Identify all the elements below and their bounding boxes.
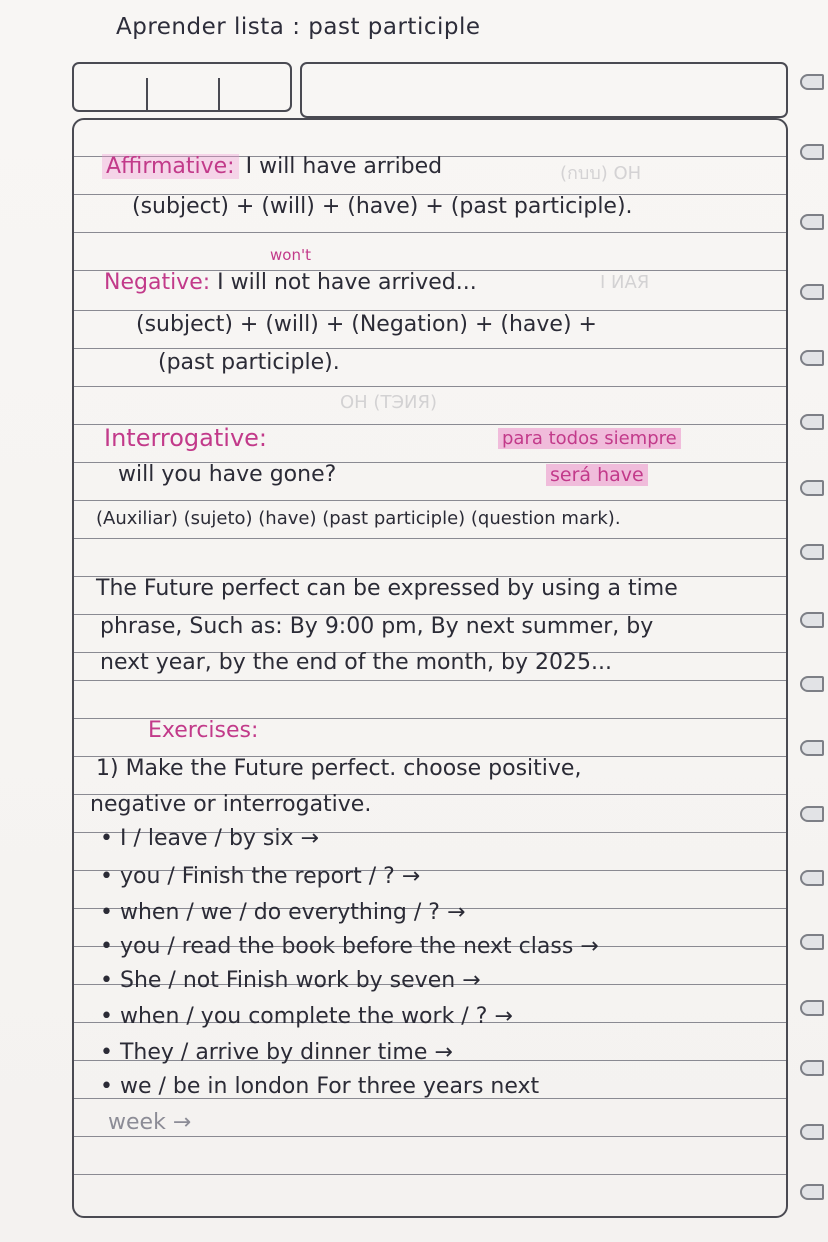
exercise-item: • They / arrive by dinner time → [100,1040,453,1065]
negative-example: I will not have arrived... [217,270,477,295]
exercise-item: • we / be in london For three years next [100,1074,540,1099]
ruled-line [74,310,786,311]
exercise-item-text: we / be in london For three years next [119,1074,540,1099]
exercise-instruction: 1) Make the Future perfect. choose positive, [96,756,582,781]
negative-label: Negative: [104,270,211,295]
spiral-coil [800,1184,824,1200]
spiral-coil [800,74,824,90]
bleed-through: ОН (ТЭИЯ) [340,392,438,413]
spiral-coil [800,284,824,300]
negative-line [104,270,477,295]
ruled-line [74,386,786,387]
spiral-coil [800,612,824,628]
interrogative-note: para todos siempre [498,428,681,449]
spiral-coil [800,480,824,496]
ruled-line [74,1174,786,1175]
exercise-item-text: you / read the book before the next class → [119,934,599,959]
ruled-line [74,348,786,349]
ruled-line [74,500,786,501]
spiral-coil [800,806,824,822]
negative-formula-2: (past participle). [158,350,340,375]
date-box [72,62,292,112]
exercise-item-continued: week → [108,1110,192,1135]
date-divider [218,78,220,110]
affirmative-label: Affirmative: [102,154,239,179]
spiral-coil [800,414,824,430]
explanation-line: The Future perfect can be expressed by using a time [96,576,678,601]
exercise-item: • you / read the book before the next class → [100,934,599,959]
negative-formula-1: (subject) + (will) + (Negation) + (have) + [136,312,597,337]
affirmative-line [102,154,442,179]
interrogative-label: Interrogative: [104,424,268,452]
affirmative-example: I will have arribed [245,154,443,179]
exercise-item-text: you / Finish the report / ? → [119,864,421,889]
spiral-coil [800,740,824,756]
interrogative-example: will you have gone? [118,462,337,487]
ruled-line [74,538,786,539]
exercise-item: • you / Finish the report / ? → [100,864,421,889]
exercises-title: Exercises: [148,718,259,743]
spiral-coil [800,350,824,366]
exercise-item-text: when / you complete the work / ? → [119,1004,513,1029]
interrogative-note-2: será have [546,464,648,486]
affirmative-formula: (subject) + (will) + (have) + (past participle). [132,194,633,219]
spiral-coil [800,1060,824,1076]
spiral-coil [800,934,824,950]
bleed-through: I ИАЯ [600,272,650,293]
exercise-item-text: when / we / do everything / ? → [119,900,466,925]
page-title: Aprender lista : past participle [116,14,481,40]
exercise-item-text: I / leave / by six → [119,826,319,851]
spiral-coil [800,1000,824,1016]
exercise-item-text: They / arrive by dinner time → [119,1040,453,1065]
exercise-item: • when / you complete the work / ? → [100,1004,513,1029]
ruled-line [74,1136,786,1137]
spiral-coil [800,1124,824,1140]
spiral-binding [804,0,828,1242]
date-divider [146,78,148,110]
spiral-coil [800,214,824,230]
bleed-through: (กบบ) ОН [560,163,642,184]
exercise-instruction: negative or interrogative. [90,792,372,817]
exercise-item-text: She / not Finish work by seven → [119,968,481,993]
explanation-line: next year, by the end of the month, by 2025... [100,650,612,675]
exercise-item: • She / not Finish work by seven → [100,968,481,993]
ruled-line [74,232,786,233]
exercise-item: • when / we / do everything / ? → [100,900,466,925]
spiral-coil [800,544,824,560]
explanation-line: phrase, Such as: By 9:00 pm, By next summer, by [100,614,654,639]
spiral-coil [800,870,824,886]
spiral-coil [800,144,824,160]
subject-box [300,62,788,118]
negative-annotation: won't [270,246,311,264]
interrogative-formula: (Auxiliar) (sujeto) (have) (past participle) (question mark). [96,508,621,529]
ruled-line [74,680,786,681]
spiral-coil [800,676,824,692]
exercise-item: • I / leave / by six → [100,826,319,851]
